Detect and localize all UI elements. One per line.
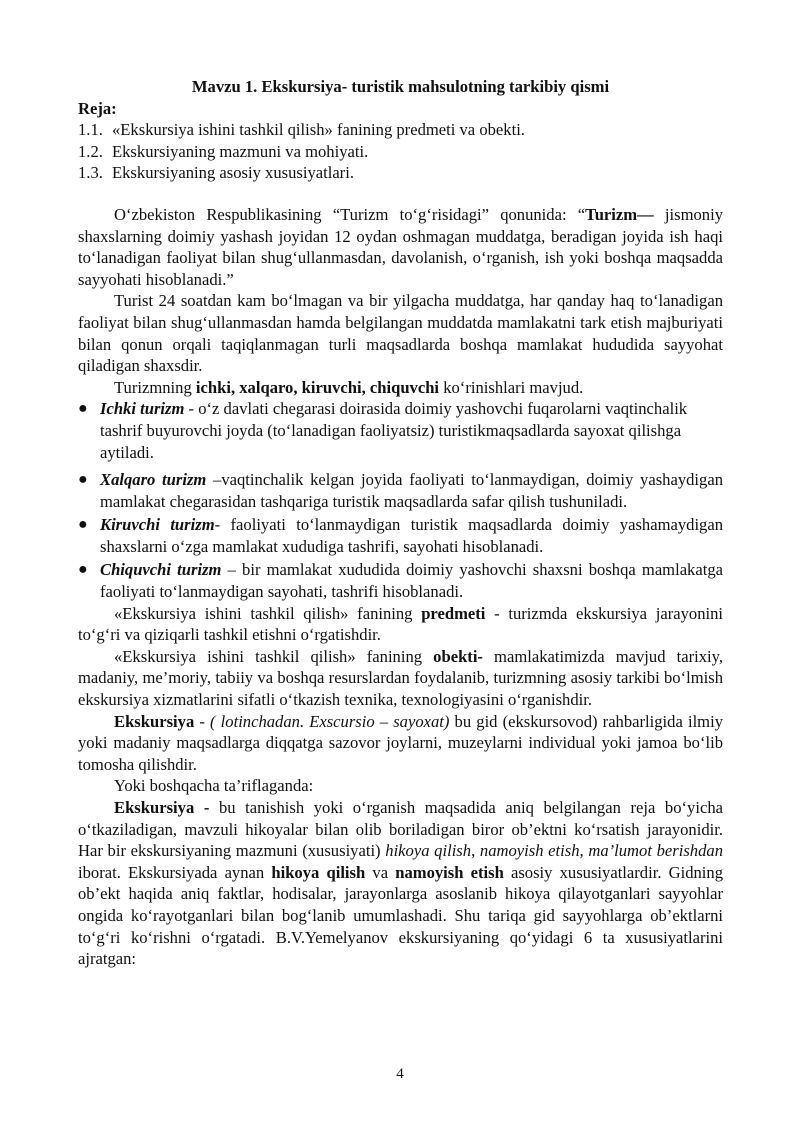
plan-item-number: 1.1. (78, 120, 103, 140)
paragraph-turizm-types: Turizmning ichki, xalqaro, kiruvchi, chiquvchi ko‘rinishlari mavjud. (114, 377, 584, 397)
plan-item-text: Ekskursiyaning asosiy xususiyatlari. (112, 163, 354, 183)
document-page (78, 76, 723, 970)
plan-item-number: 1.2. (78, 141, 103, 161)
plan-item-text: «Ekskursiya ishini tashkil qilish» fanining predmeti va obekti. (112, 120, 525, 140)
paragraph-turist-definition: Turist 24 soatdan kam bo‘lmagan va bir yilgacha muddatga, har qanday haq to‘lanadigan faoliyat bilan shug‘ullanmasdan hamda belgilangan muddatda mamlakatni tark etish majburiyati bilan qonun orqali taqiqlanmagan turli maqsadlarda boshqa mamlakat hududida sayyohat qiladigan shaxsdir. (78, 291, 723, 376)
plan-item (78, 141, 723, 163)
plan-list (78, 119, 723, 184)
turizm-types-list (78, 398, 723, 602)
paragraph-obekt: «Ekskursiya ishini tashkil qilish» fanining obekti- mamlakatimizda mavjud tarixiy, madaniy, me’moriy, tabiiy va boshqa resurslardan foydalanib, turizmning asosiy tarkibi bo‘lmish ekskursiya xizmatlarini sifatli o‘tkazish texnika, texnologiyasini o‘rganishdir. (78, 646, 724, 710)
paragraph-ekskursiya-definition: Ekskursiya - ( lotinchadan. Exscursio – sayoxat) bu gid (ekskursovod) rahbarligida ilmiy yoki madaniy maqsadlarga diqqatga sazovor joylarni, muzeylarni individual yoki jamoa bo‘lib tomosha qilishdir. (78, 711, 723, 774)
list-item-ichki: ● Ichki turizm - o‘z davlati chegarasi doirasida doimiy yashovchi fuqarolarni vaqtinchalik tashrif buyurovchi joyda (to‘lanadigan faoliyatsiz) turistikmaqsadlarda sayoxat qilishga aytiladi. (78, 399, 688, 462)
bullet-icon: ● (78, 561, 88, 579)
bullet-icon: ● (78, 471, 88, 489)
document-title: Mavzu 1. Ekskursiya- turistik mahsulotning tarkibiy qismi (191, 77, 610, 96)
plan-item-text: Ekskursiyaning mazmuni va mohiyati. (112, 141, 369, 161)
plan-item (78, 119, 723, 141)
plan-item-number: 1.3. (78, 163, 103, 183)
list-item-kiruvchi: ● Kiruvchi turizm- faoliyati to‘lanmaydigan turistik maqsadlarda doimiy yashamaydigan shaxslarni o‘zga mamlakat xududiga tashrifi, sayohati hisoblanadi. (78, 515, 724, 556)
plan-item (78, 162, 723, 184)
page-number: 4 (396, 1066, 404, 1082)
bullet-icon: ● (78, 516, 88, 534)
paragraph-predmet: «Ekskursiya ishini tashkil qilish» fanining predmeti - turizmda ekskursiya jarayonini to‘g‘ri va qiziqarli tashkil etishni o‘rgatishdir. (78, 603, 724, 645)
list-item-chiquvchi: ● Chiquvchi turizm – bir mamlakat xududida doimiy yashovchi shaxsni boshqa mamlakatga faoliyati to‘lanmaydigan sayohati, tashrifi hisoblanadi. (78, 560, 723, 602)
bullet-icon: ● (78, 400, 88, 418)
paragraph-turizm-definition: O‘zbekiston Respublikasining “Turizm to‘g‘risidagi” qonunida: “Turizm— jismoniy shaxslarning doimiy yashash joyidan 12 oydan oshmagan muddatga, beradigan joyida ish haqi to‘lanadigan faoliyat bilan shug‘ullanmasdan, davolanish, o‘rganish, ish yoki boshqa maqsadda sayyohati hisoblanadi.” (78, 204, 723, 289)
paragraph-alternative: Yoki boshqacha ta’riflaganda: (114, 776, 314, 796)
paragraph-ekskursiya-features: Ekskursiya - bu tanishish yoki o‘rganish maqsadida aniq belgilangan reja bo‘yicha o‘tkaziladigan, mavzuli hikoyalar bilan olib boriladigan biror ob’ektni ko‘rsatish jarayonidir. Har bir ekskursiyaning mazmuni (xususiyati) hikoya qilish, namoyish etish, ma’lumot berishdan iborat. Ekskursiyada aynan hikoya qilish va namoyish etish asosiy xususiyatlardir. Gidning ob’ekt haqida aniq faktlar, hodisalar, jarayonlarga asoslanib hikoya qilayotganlari sayyohlar ongida ko‘rayotganlari bilan bog‘lanib umumlashadi. Shu tariqa gid sayyohlarga ob’ektlarni to‘g‘ri ko‘rishni o‘rgatadi. B.V.Yemelyanov ekskursiyaning qo‘yidagi 6 ta xususiyatlarini ajratgan: (78, 798, 724, 969)
list-item-xalqaro: ● Xalqaro turizm –vaqtinchalik kelgan joyida faoliyati to‘lanmaydigan, doimiy yashaydigan mamlakat chegarasidan tashqariga turistik maqsadlarda safar qilish tushuniladi. (78, 470, 723, 511)
plan-heading: Reja: (78, 98, 117, 118)
